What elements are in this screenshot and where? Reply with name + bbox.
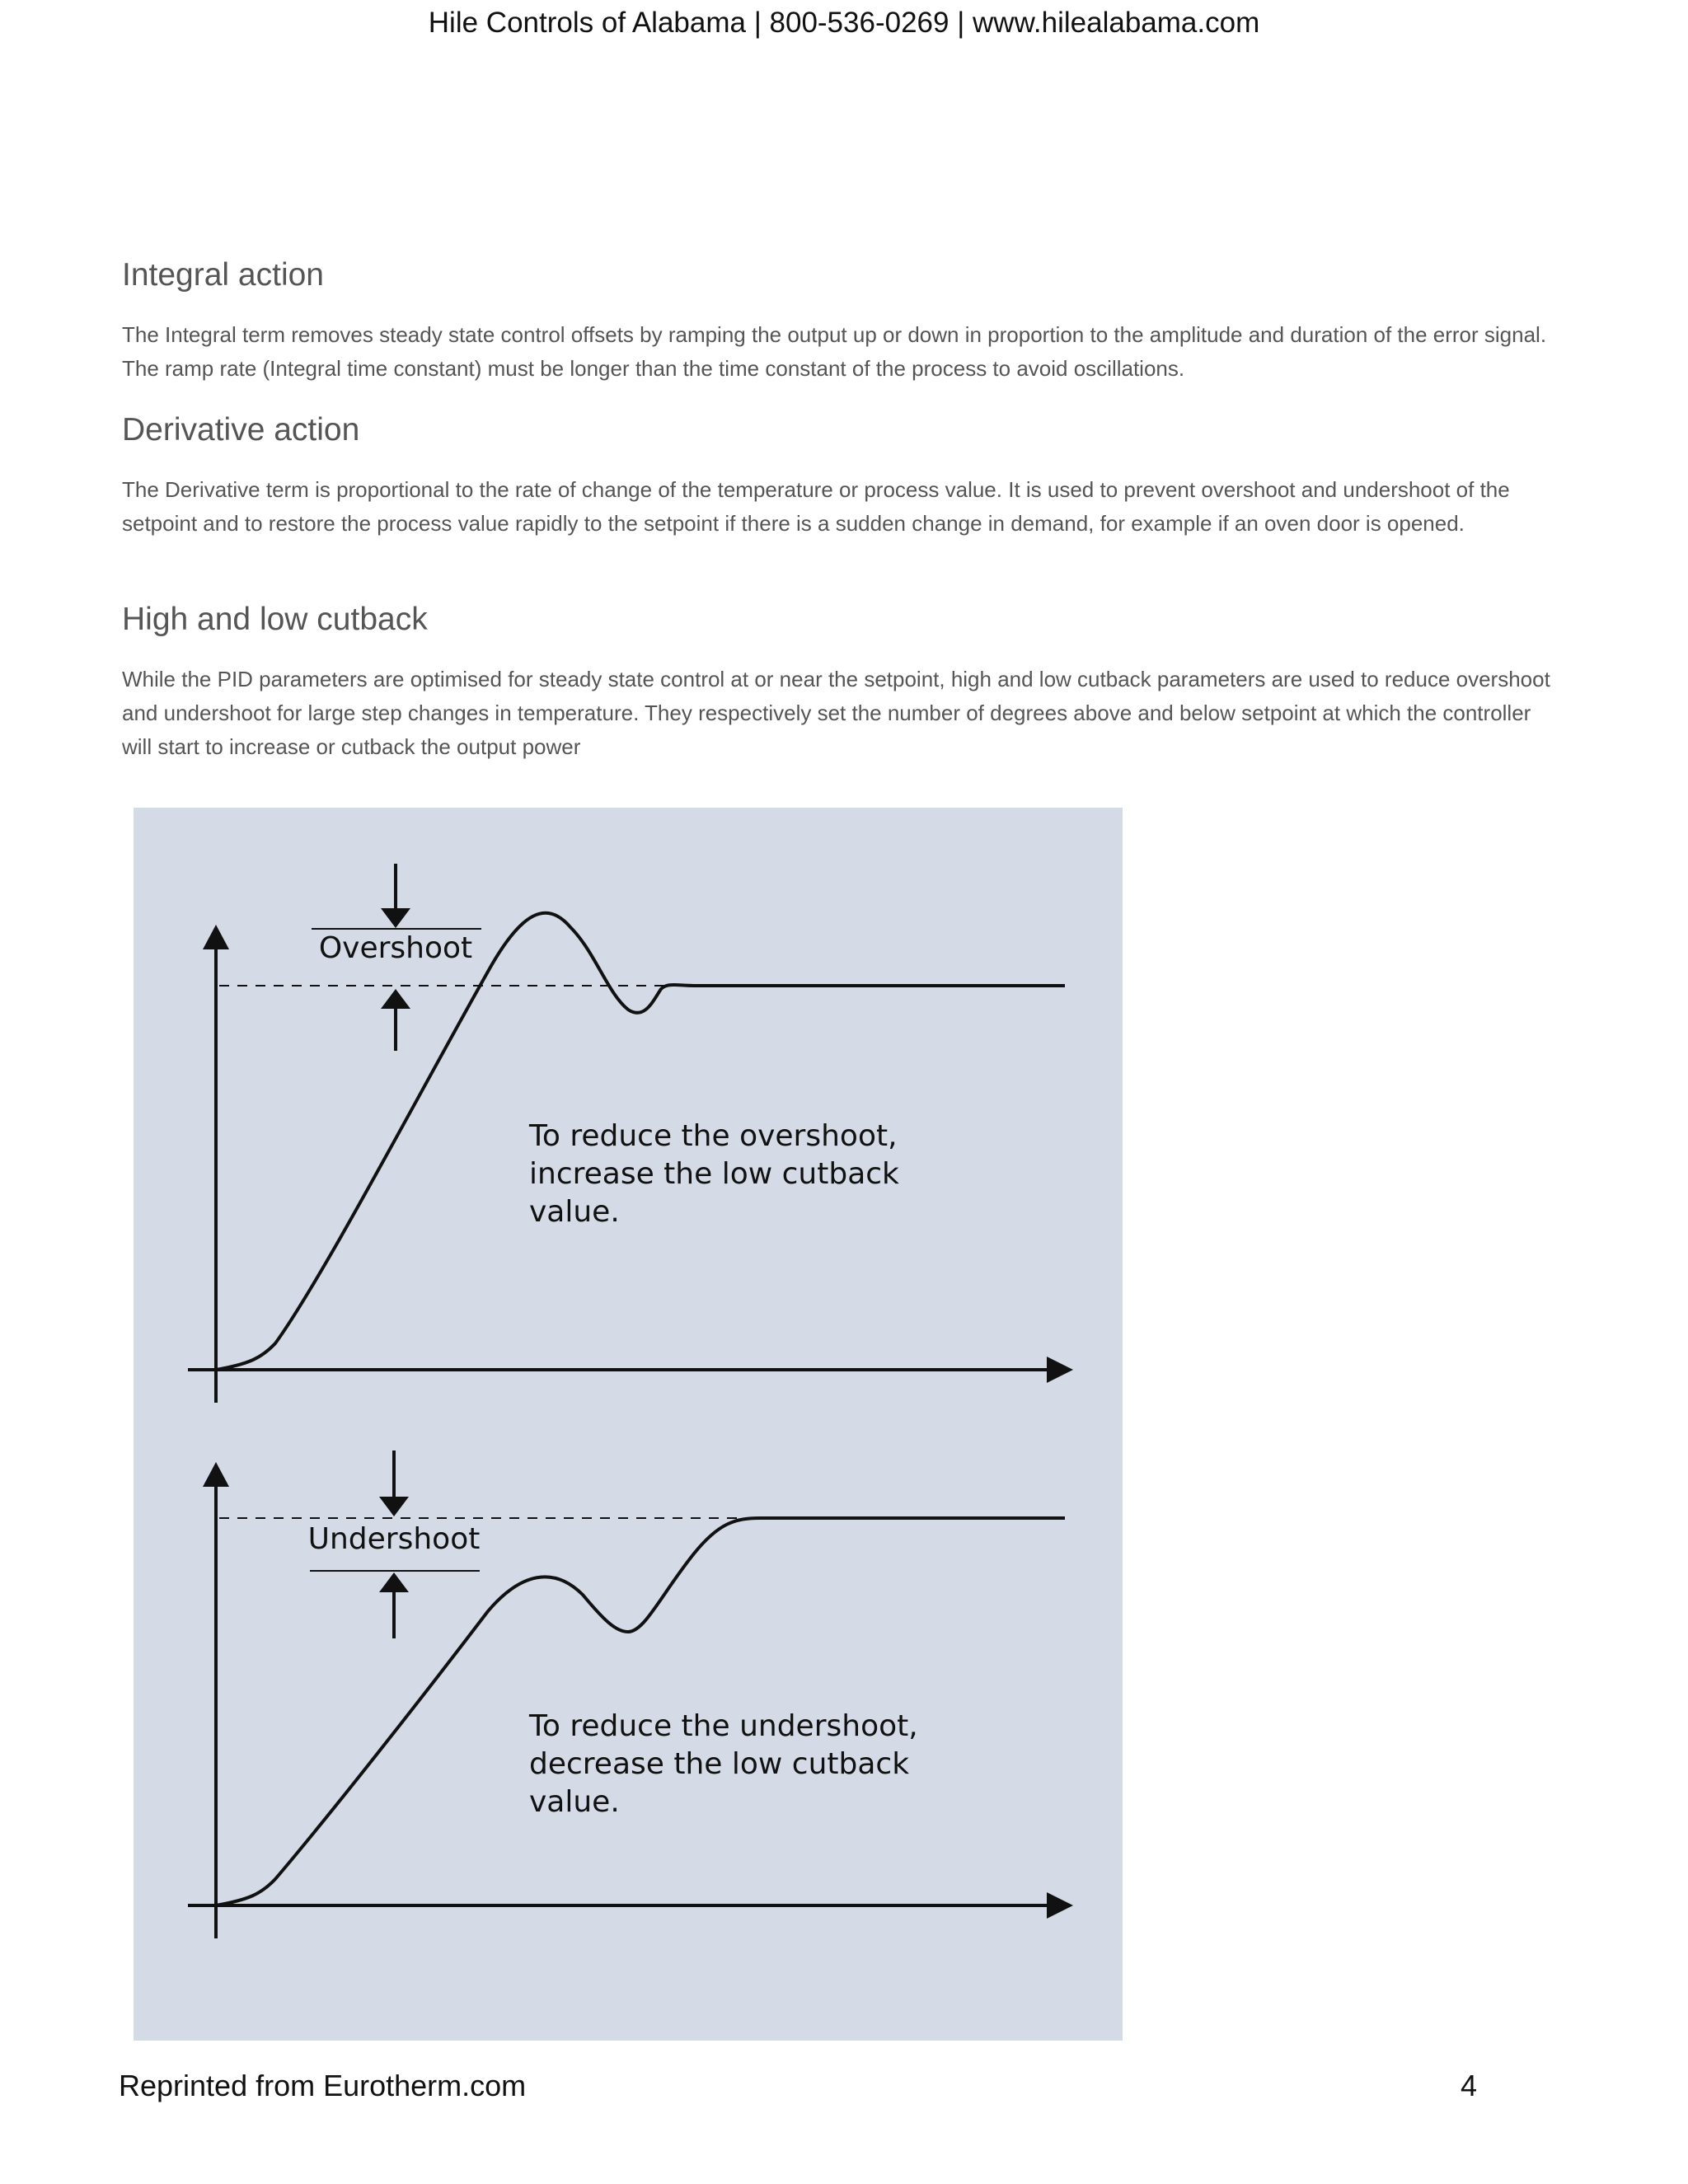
page-header: Hile Controls of Alabama | 800-536-0269 | www.hilealabama.com: [428, 7, 1260, 39]
page-number: 4: [1461, 2069, 1478, 2102]
y-axis-arrow-top: [203, 925, 229, 949]
x-axis-arrow-bottom: [1047, 1892, 1073, 1919]
overshoot-caption-line-2: increase the low cutback: [529, 1157, 899, 1191]
x-axis-arrow-top: [1047, 1357, 1073, 1383]
undershoot-arrow-up-icon: [379, 1572, 409, 1592]
overshoot-panel: [188, 864, 1073, 1403]
overshoot-arrow-up-icon: [381, 989, 410, 1009]
section-body-cutback: While the PID parameters are optimised for steady state control at or near the setpoint, high and low cutback parameters are used to reduce overshoot and undershoot for large step changes in temperature. They respectively set the number of degrees above and below setpoint at which the controller will start to increase or cutback the output power: [122, 667, 1550, 759]
undershoot-caption-line-1: To reduce the undershoot,: [529, 1709, 918, 1743]
section-title-derivative: Derivative action: [122, 412, 360, 448]
cutback-diagram: [134, 808, 1123, 2041]
footer-source: Reprinted from Eurotherm.com: [119, 2069, 527, 2102]
undershoot-caption-line-2: decrease the low cutback: [529, 1747, 910, 1781]
overshoot-arrow-down-icon: [381, 908, 410, 928]
undershoot-arrow-down-icon: [379, 1497, 409, 1516]
overshoot-caption-line-1: To reduce the overshoot,: [529, 1119, 898, 1153]
section-title-integral: Integral action: [122, 257, 324, 293]
overshoot-label: Overshoot: [318, 931, 473, 965]
cutback-figure: [134, 808, 1123, 2041]
undershoot-label: Undershoot: [307, 1522, 481, 1556]
undershoot-caption-line-3: value.: [529, 1785, 620, 1819]
section-title-cutback: High and low cutback: [122, 602, 428, 637]
overshoot-caption-line-3: value.: [529, 1195, 620, 1229]
section-body-derivative: The Derivative term is proportional to the rate of change of the temperature or process value. It is used to prevent overshoot and undershoot of the setpoint and to restore the process value rapidly to the setpoint if there is a sudden change in demand, for example if an oven door is opened.: [122, 477, 1510, 536]
undershoot-panel: [188, 1451, 1073, 1938]
section-body-integral: The Integral term removes steady state control offsets by ramping the output up or down in proportion to the amplitude and duration of the error signal. The ramp rate (Integral time constant) must be longer than the time constant of the process to avoid oscillations.: [122, 322, 1547, 381]
y-axis-arrow-bottom: [203, 1462, 229, 1487]
